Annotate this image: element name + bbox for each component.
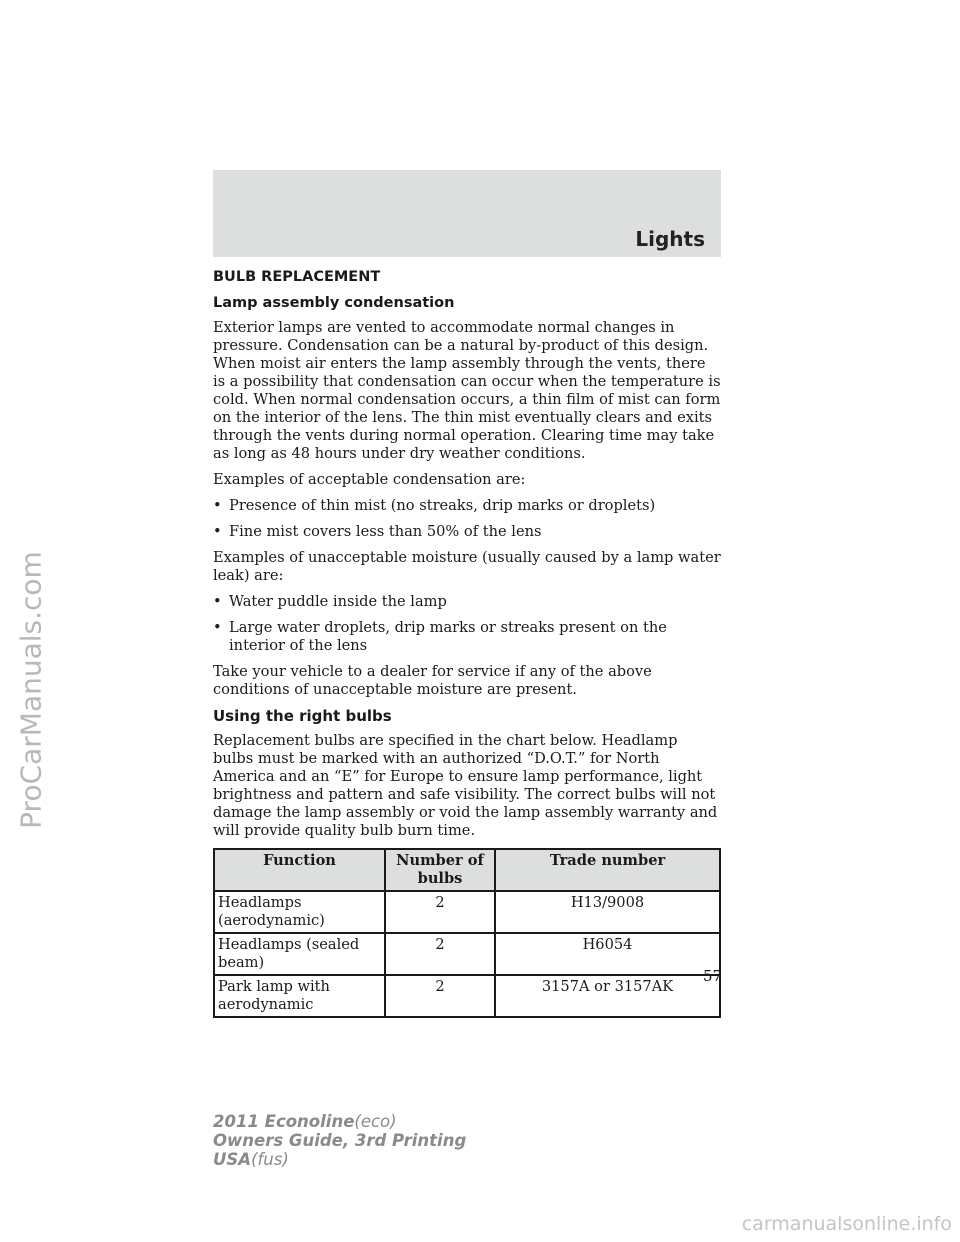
page-number: 57 bbox=[703, 967, 723, 985]
paragraph-unacceptable-intro: Examples of unacceptable moisture (usually caused by a lamp water leak) are: bbox=[213, 549, 721, 584]
table-cell-trade-number: H13/9008 bbox=[495, 891, 720, 933]
bullet-glyph: • bbox=[213, 497, 222, 514]
list-item bbox=[213, 619, 721, 655]
bulb-table bbox=[213, 848, 721, 1018]
subheading-condensation: Lamp assembly condensation bbox=[213, 295, 455, 311]
paragraph-right-bulbs: Replacement bulbs are specified in the chart below. Headlamp bulbs must be marked with an authorized “D.O.T.” for North America and an “E” for Europe to ensure lamp performance, light brightness and pattern and safe visibility. The correct bulbs will not damage the lamp assembly or void the lamp assembly warranty and will provide quality bulb burn time. bbox=[213, 732, 718, 839]
footer-line-region bbox=[213, 1150, 466, 1169]
table-cell-function: Headlamps (sealed beam) bbox=[214, 933, 385, 975]
table-cell-trade-number: 3157A or 3157AK bbox=[495, 975, 720, 1017]
table-cell-number: 2 bbox=[385, 891, 495, 933]
table-cell-function: Headlamps (aerodynamic) bbox=[214, 891, 385, 933]
watermark-left-text: ProCarManuals.com bbox=[14, 551, 48, 829]
table-cell-trade-number: H6054 bbox=[495, 933, 720, 975]
column-header-number-of-bulbs: Number of bulbs bbox=[385, 849, 495, 891]
list-item-text: Presence of thin mist (no streaks, drip marks or droplets) bbox=[229, 497, 656, 514]
table-row bbox=[214, 933, 720, 975]
subheading-right-bulbs: Using the right bulbs bbox=[213, 707, 392, 725]
table-cell-function: Park lamp with aerodynamic bbox=[214, 975, 385, 1017]
heading-bulb-replacement: BULB REPLACEMENT bbox=[213, 269, 381, 285]
page-content bbox=[213, 268, 721, 1018]
list-item-text: Large water droplets, drip marks or streaks present on the interior of the lens bbox=[229, 619, 667, 654]
footer-model: 2011 Econoline bbox=[213, 1112, 355, 1131]
document-footer bbox=[213, 1112, 466, 1169]
paragraph-condensation: Exterior lamps are vented to accommodate normal changes in pressure. Condensation can be a natural by-product of this design. When moist air enters the lamp assembly through the vents, there is a possibility that condensation can occur when the temperature is cold. When normal condensation occurs, a thin film of mist can form on the interior of the lens. The thin mist eventually clears and exits through the vents during normal operation. Clearing time may take as long as 48 hours under dry weather conditions. bbox=[213, 319, 721, 462]
list-item-text: Water puddle inside the lamp bbox=[229, 593, 447, 610]
paragraph-dealer-service: Take your vehicle to a dealer for service if any of the above conditions of unacceptable moisture are present. bbox=[213, 663, 652, 698]
bullet-glyph: • bbox=[213, 523, 222, 540]
footer-printing: Owners Guide, 3rd Printing bbox=[213, 1131, 467, 1150]
list-item bbox=[213, 523, 721, 541]
footer-model-code: (eco) bbox=[354, 1112, 397, 1131]
table-row bbox=[214, 891, 720, 933]
section-header-band bbox=[213, 170, 721, 257]
table-header-row bbox=[214, 849, 720, 891]
footer-region-code: (fus) bbox=[251, 1150, 289, 1169]
watermark-bottom: carmanualsonline.info bbox=[741, 1213, 952, 1235]
list-item bbox=[213, 593, 721, 611]
footer-region: USA bbox=[213, 1150, 252, 1169]
list-item bbox=[213, 497, 721, 515]
paragraph-acceptable-intro: Examples of acceptable condensation are: bbox=[213, 471, 526, 488]
table-cell-number: 2 bbox=[385, 975, 495, 1017]
section-title: Lights bbox=[635, 227, 705, 251]
column-header-function: Function bbox=[214, 849, 385, 891]
bullet-glyph: • bbox=[213, 619, 222, 636]
list-item-text: Fine mist covers less than 50% of the lens bbox=[229, 523, 542, 540]
bullet-glyph: • bbox=[213, 593, 222, 610]
table-cell-number: 2 bbox=[385, 933, 495, 975]
footer-line-model bbox=[213, 1112, 466, 1131]
table-row bbox=[214, 975, 720, 1017]
column-header-trade-number: Trade number bbox=[495, 849, 720, 891]
watermark-left bbox=[0, 0, 62, 1242]
